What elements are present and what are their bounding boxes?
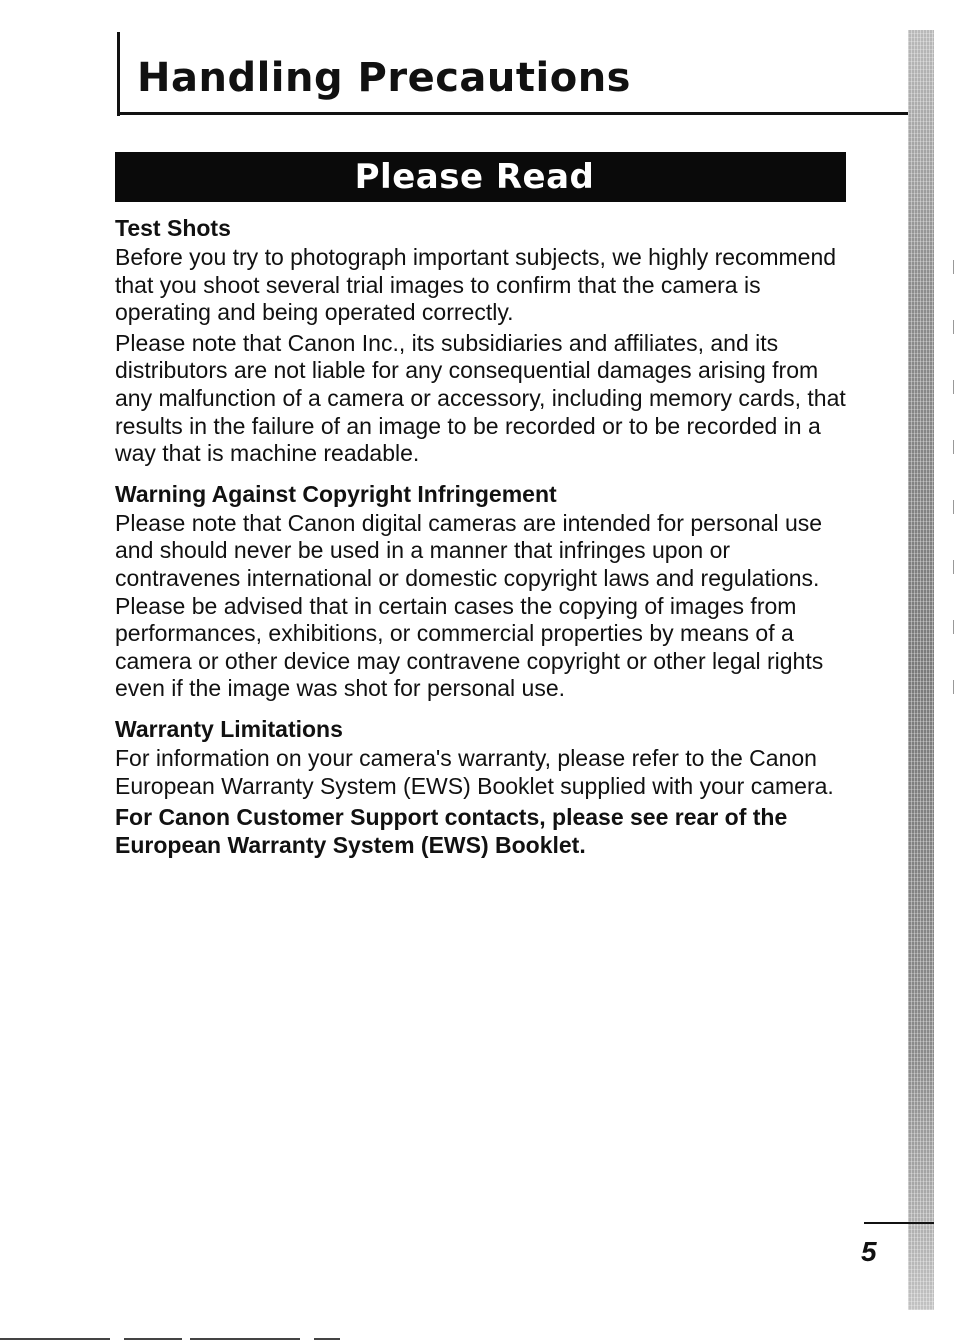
paragraph: For information on your camera's warranty, please refer to the Canon European Warranty System (EWS) Booklet supplied with your camera. [115,744,834,799]
page-number: 5 [861,1236,877,1267]
page-title: Handling Precautions [137,55,631,101]
section-heading: Test Shots [115,215,231,241]
title-vertical-rule [117,32,120,116]
section-warranty-limitations [115,713,855,800]
paragraph: Before you try to photograph important subjects, we highly recommend that you shoot several trial images to confirm that the camera is operating and being operated correctly. [115,244,837,326]
section-test-shots [115,212,855,468]
scan-bottom-edge [0,1338,340,1340]
paragraph: Please note that Canon digital cameras are intended for personal use and should never be used in a manner that infringes upon or contravenes international or domestic copyright laws and regulations. Please be advised that in certain cases the copying of images from performances, exhibitions, or commercial properties by means of a camera or other device may contravene copyright or other legal rights even if the image was shot for personal use. [115,509,824,702]
chapter-edge-tab [908,30,934,1310]
banner-label: Please Read [354,157,595,197]
please-read-banner [115,152,846,202]
section-heading: Warranty Limitations [115,715,343,742]
paragraph: Please note that Canon Inc., its subsidiaries and affiliates, and its distributors are not liable for any consequential damages arising from any malfunction of a camera or accessory, including memory cards, that results in the failure of an image to be recorded or to be recorded in a way that is machine readable. [115,329,846,467]
customer-support-note: For Canon Customer Support contacts, please see rear of the European Warranty System (EWS) Booklet. [115,804,788,859]
page-content [115,212,855,859]
footer-rule [864,1222,934,1224]
title-horizontal-rule [117,112,933,115]
section-heading: Warning Against Copyright Infringement [115,480,557,507]
section-copyright-warning [115,478,855,703]
